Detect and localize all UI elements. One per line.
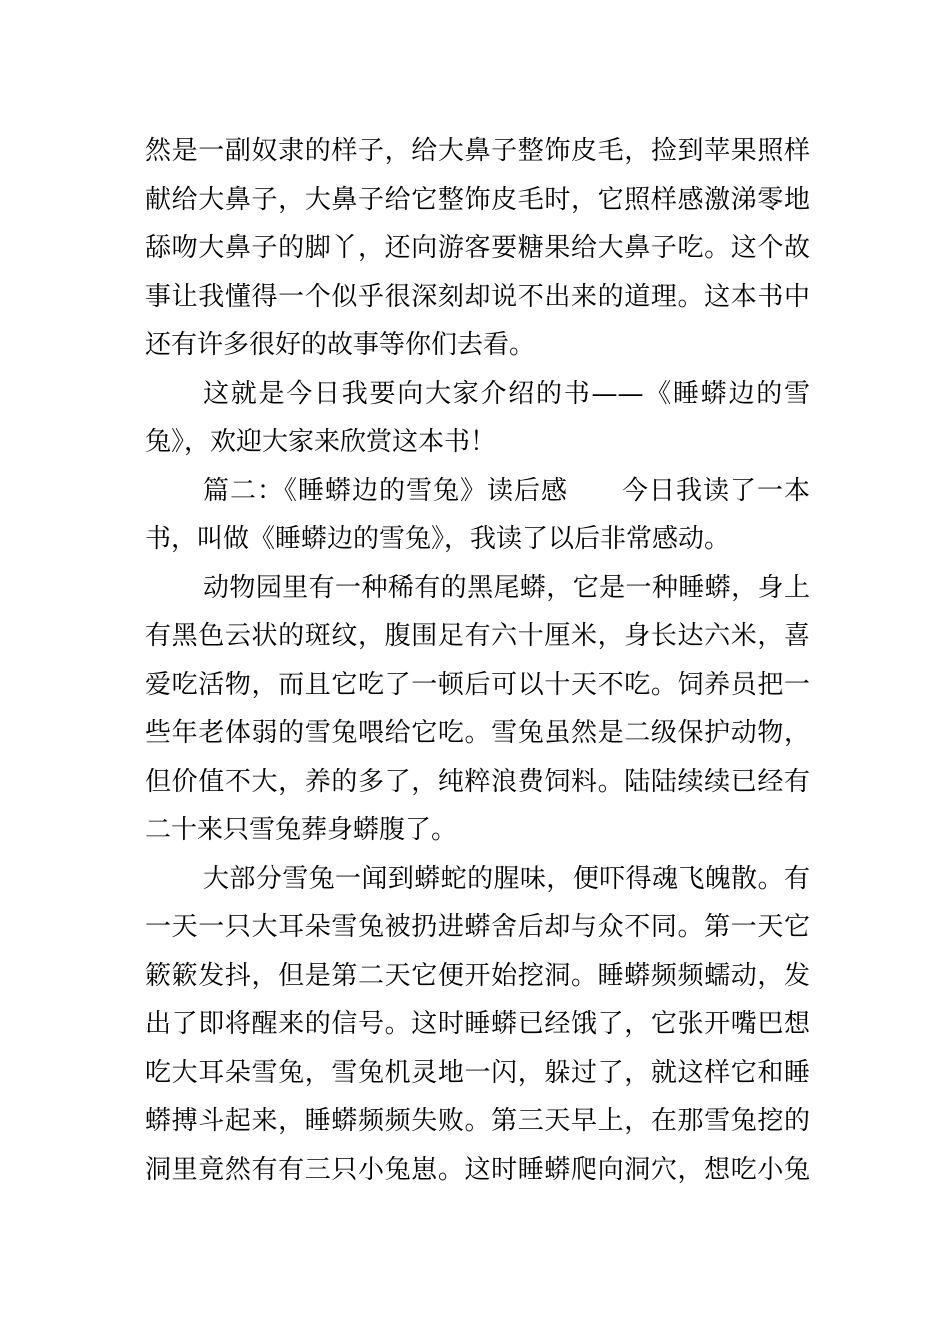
text-line: 簌簌发抖，但是第二天它便开始挖洞。睡蟒频频蠕动，发 xyxy=(145,960,810,991)
text-line: 舔吻大鼻子的脚丫，还向游客要糖果给大鼻子吃。这个故 xyxy=(145,233,810,263)
text-line: 但价值不大，养的多了，纯粹浪费饲料。陆陆续续已经有 xyxy=(145,766,810,797)
text-line: 蟒搏斗起来，睡蟒频频失败。第三天早上，在那雪兔挖的 xyxy=(145,1106,810,1136)
text-line: 一天一只大耳朵雪兔被扔进蟒舍后却与众不同。第一天它 xyxy=(145,912,810,942)
text-line: 动物园里有一种稀有的黑尾蟒，它是一种睡蟒，身上 xyxy=(203,572,810,603)
text-line: 出了即将醒来的信号。这时睡蟒已经饿了，它张开嘴巴想 xyxy=(145,1009,810,1039)
text-line: 这就是今日我要向大家介绍的书——《睡蟒边的雪 xyxy=(203,378,810,409)
text-line: 大部分雪兔一闻到蟒蛇的腥味，便吓得魂飞魄散。有 xyxy=(203,863,810,894)
text-line: 篇二：《睡蟒边的雪兔》读后感 今日我读了一本 xyxy=(203,475,810,506)
text-line: 二十来只雪兔葬身蟒腹了。 xyxy=(145,815,458,845)
text-line: 兔》，欢迎大家来欣赏这本书！ xyxy=(145,427,497,457)
text-line: 些年老体弱的雪兔喂给它吃。雪兔虽然是二级保护动物， xyxy=(145,718,810,748)
text-line: 爱吃活物，而且它吃了一顿后可以十天不吃。饲养员把一 xyxy=(145,669,810,700)
text-line: 事让我懂得一个似乎很深刻却说不出来的道理。这本书中 xyxy=(145,281,810,312)
text-line: 还有许多很好的故事等你们去看。 xyxy=(145,330,536,360)
text-line: 洞里竟然有有三只小兔崽。这时睡蟒爬向洞穴，想吃小兔 xyxy=(145,1154,810,1185)
text-line: 然是一副奴隶的样子，给大鼻子整饰皮毛，捡到苹果照样 xyxy=(145,136,810,166)
text-line: 有黑色云状的斑纹，腹围足有六十厘米，身长达六米，喜 xyxy=(145,621,810,651)
text-line: 书，叫做《睡蟒边的雪兔》，我读了以后非常感动。 xyxy=(145,524,731,554)
text-line: 吃大耳朵雪兔，雪兔机灵地一闪，躲过了，就这样它和睡 xyxy=(145,1057,810,1088)
text-line: 献给大鼻子，大鼻子给它整饰皮毛时，它照样感激涕零地 xyxy=(145,184,810,215)
body-text xyxy=(145,127,810,1194)
